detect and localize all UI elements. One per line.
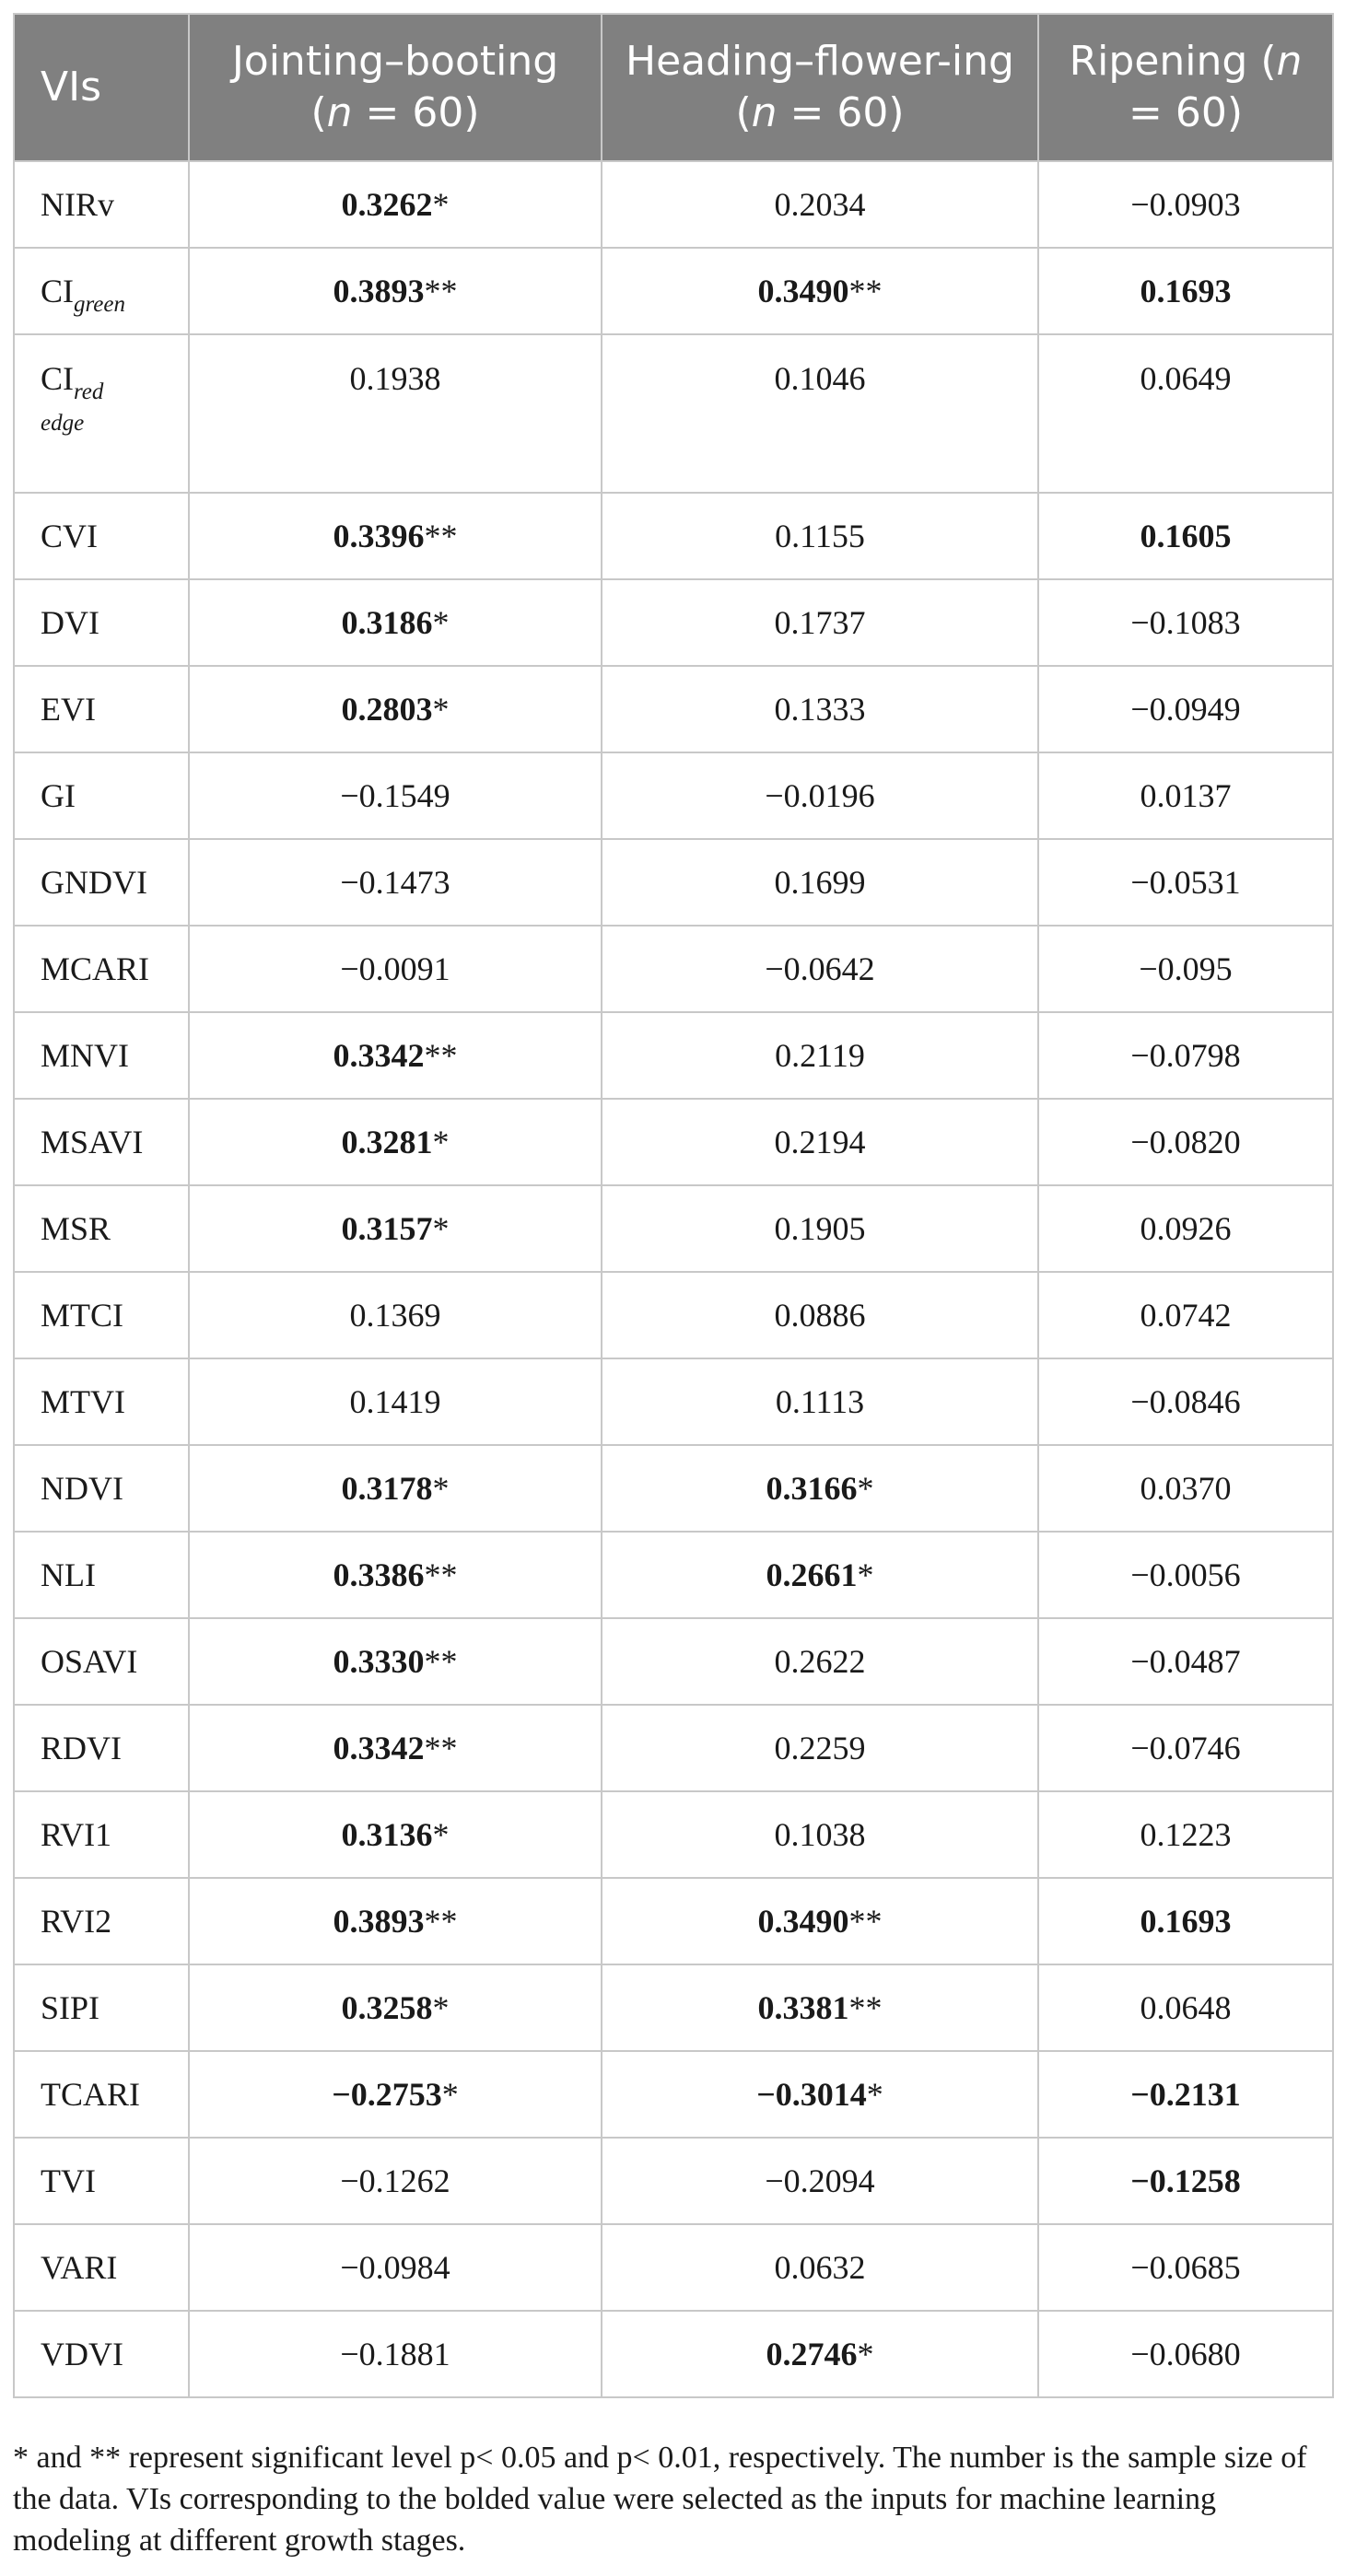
correlation-value: 0.1693 (1140, 273, 1232, 309)
vi-name-cell (14, 666, 189, 752)
vi-name: RVI2 (41, 1903, 112, 1940)
header-jointing-booting: Jointing–booting (n = 60) (189, 14, 602, 161)
vi-name-cell (14, 1791, 189, 1878)
value-cell-c2 (602, 666, 1038, 752)
correlation-value: −0.0680 (1130, 2336, 1241, 2372)
value-cell-c3 (1038, 926, 1333, 1012)
value-cell-c1 (189, 2051, 602, 2138)
significance-marker: * (857, 2336, 874, 2372)
significance-marker: ** (424, 1037, 458, 1074)
significance-marker: ** (424, 518, 458, 554)
correlation-value: 0.0370 (1140, 1470, 1232, 1507)
value-cell-c3 (1038, 161, 1333, 248)
value-cell-c3 (1038, 579, 1333, 666)
table-row (14, 1964, 1333, 2051)
vi-name: CI (41, 360, 74, 397)
value-cell-c1 (189, 926, 602, 1012)
table-row (14, 493, 1333, 579)
correlation-value: −0.0487 (1130, 1643, 1241, 1680)
data-table (13, 13, 1334, 2398)
correlation-value: 0.1938 (349, 360, 441, 397)
value-cell-c2 (602, 1099, 1038, 1185)
vi-name-cell (14, 161, 189, 248)
value-cell-c1 (189, 1272, 602, 1358)
vi-name: TCARI (41, 2076, 140, 2113)
table-row (14, 248, 1333, 334)
significance-marker: * (866, 2076, 883, 2113)
correlation-value: 0.1605 (1140, 518, 1232, 554)
value-cell-c2 (602, 2051, 1038, 2138)
header-ripening: Ripening (n = 60) (1038, 14, 1333, 161)
value-cell-c2 (602, 1185, 1038, 1272)
correlation-value: −0.1258 (1130, 2162, 1241, 2199)
correlation-value: 0.2194 (774, 1124, 866, 1160)
vi-name-cell (14, 752, 189, 839)
value-cell-c2 (602, 1964, 1038, 2051)
vi-name: TVI (41, 2162, 96, 2199)
correlation-value: 0.3186 (341, 604, 433, 641)
correlation-value: 0.3262 (341, 186, 433, 223)
vi-name-cell (14, 2224, 189, 2311)
vi-name-cell (14, 1445, 189, 1532)
value-cell-c1 (189, 2224, 602, 2311)
value-cell-c3 (1038, 1878, 1333, 1964)
correlation-value: 0.2803 (341, 691, 433, 728)
value-cell-c1 (189, 1358, 602, 1445)
value-cell-c2 (602, 839, 1038, 926)
table-row (14, 1878, 1333, 1964)
vi-name: DVI (41, 604, 99, 641)
vi-name: RDVI (41, 1730, 122, 1766)
value-cell-c1 (189, 1445, 602, 1532)
value-cell-c1 (189, 1012, 602, 1099)
correlation-value: 0.1038 (774, 1816, 866, 1853)
value-cell-c1 (189, 2138, 602, 2224)
significance-marker: * (441, 2076, 459, 2113)
value-cell-c3 (1038, 2051, 1333, 2138)
value-cell-c3 (1038, 1532, 1333, 1618)
significance-marker: ** (424, 1903, 458, 1940)
value-cell-c2 (602, 1358, 1038, 1445)
table-row (14, 579, 1333, 666)
correlation-value: −0.0846 (1130, 1383, 1241, 1420)
correlation-value: 0.1155 (775, 518, 865, 554)
vi-name-cell (14, 2138, 189, 2224)
correlation-value: 0.3258 (341, 1989, 433, 2026)
vi-name-cell (14, 1964, 189, 2051)
vi-name: MNVI (41, 1037, 129, 1074)
value-cell-c1 (189, 2311, 602, 2397)
vi-name: CVI (41, 518, 98, 554)
correlation-value: 0.2119 (775, 1037, 865, 1074)
correlation-value: −0.0820 (1130, 1124, 1241, 1160)
significance-marker: * (432, 186, 450, 223)
value-cell-c3 (1038, 666, 1333, 752)
significance-marker: * (432, 1816, 450, 1853)
table-row (14, 2224, 1333, 2311)
value-cell-c1 (189, 248, 602, 334)
correlation-value: 0.3342 (333, 1730, 425, 1766)
correlation-value: −0.1262 (340, 2162, 450, 2199)
correlation-value: 0.0632 (774, 2249, 866, 2286)
correlation-value: −0.1083 (1130, 604, 1241, 641)
correlation-value: 0.0742 (1140, 1297, 1232, 1334)
value-cell-c1 (189, 1185, 602, 1272)
correlation-value: 0.0926 (1140, 1210, 1232, 1247)
correlation-value: 0.1737 (774, 604, 866, 641)
significance-marker: ** (424, 1556, 458, 1593)
correlation-value: 0.3490 (757, 1903, 849, 1940)
value-cell-c2 (602, 1272, 1038, 1358)
value-cell-c1 (189, 161, 602, 248)
correlation-value: 0.1905 (774, 1210, 866, 1247)
value-cell-c3 (1038, 752, 1333, 839)
value-cell-c1 (189, 1791, 602, 1878)
significance-marker: ** (424, 1730, 458, 1766)
value-cell-c1 (189, 1618, 602, 1705)
value-cell-c1 (189, 1705, 602, 1791)
correlation-value: 0.2622 (774, 1643, 866, 1680)
vi-name: CI (41, 273, 74, 309)
vi-name-cell (14, 1532, 189, 1618)
value-cell-c3 (1038, 2311, 1333, 2397)
table-row (14, 334, 1333, 493)
vi-name-cell (14, 1185, 189, 1272)
correlation-value: −0.0642 (765, 950, 875, 987)
value-cell-c1 (189, 579, 602, 666)
value-cell-c2 (602, 1878, 1038, 1964)
correlation-value: −0.0746 (1130, 1730, 1241, 1766)
significance-marker: * (432, 691, 450, 728)
table-row (14, 1099, 1333, 1185)
vi-name-cell (14, 1878, 189, 1964)
table-row (14, 1791, 1333, 1878)
header-vis: VIs (14, 14, 189, 161)
vi-name: MCARI (41, 950, 150, 987)
value-cell-c1 (189, 493, 602, 579)
value-cell-c2 (602, 2224, 1038, 2311)
vi-name-cell (14, 334, 189, 493)
correlation-value: 0.3330 (333, 1643, 425, 1680)
correlation-value: 0.3386 (333, 1556, 425, 1593)
correlation-value: 0.1419 (349, 1383, 441, 1420)
significance-marker: * (857, 1470, 874, 1507)
significance-marker: ** (848, 1903, 883, 1940)
significance-marker: ** (424, 273, 458, 309)
table-row (14, 1618, 1333, 1705)
correlation-value: 0.1693 (1140, 1903, 1232, 1940)
table-body (14, 161, 1333, 2397)
vi-name: NLI (41, 1556, 96, 1593)
value-cell-c2 (602, 248, 1038, 334)
value-cell-c2 (602, 1791, 1038, 1878)
correlation-value: 0.1113 (775, 1383, 865, 1420)
value-cell-c3 (1038, 1185, 1333, 1272)
table-row (14, 1185, 1333, 1272)
vi-name-cell (14, 2051, 189, 2138)
correlation-value: −0.1881 (340, 2336, 450, 2372)
vi-name-cell (14, 1272, 189, 1358)
vi-name-cell (14, 1705, 189, 1791)
correlation-value: 0.3381 (757, 1989, 849, 2026)
correlation-value: −0.2094 (765, 2162, 875, 2199)
vi-name-cell (14, 1012, 189, 1099)
value-cell-c3 (1038, 839, 1333, 926)
correlation-value: 0.3166 (766, 1470, 858, 1507)
significance-marker: * (432, 604, 450, 641)
significance-marker: * (432, 1989, 450, 2026)
correlation-value: 0.3157 (341, 1210, 433, 1247)
vi-name: VDVI (41, 2336, 123, 2372)
value-cell-c3 (1038, 493, 1333, 579)
vi-name: VARI (41, 2249, 118, 2286)
table-row (14, 752, 1333, 839)
correlation-value: 0.3178 (341, 1470, 433, 1507)
significance-marker: * (857, 1556, 874, 1593)
significance-marker: ** (848, 273, 883, 309)
significance-marker: * (432, 1470, 450, 1507)
value-cell-c3 (1038, 2138, 1333, 2224)
correlation-value: −0.0949 (1130, 691, 1241, 728)
value-cell-c3 (1038, 2224, 1333, 2311)
correlation-value: −0.0984 (340, 2249, 450, 2286)
vi-subscript: red (74, 379, 104, 404)
correlation-value: 0.3490 (757, 273, 849, 309)
vi-name: MTVI (41, 1383, 125, 1420)
vi-name-cell (14, 839, 189, 926)
correlation-value: 0.3342 (333, 1037, 425, 1074)
header-heading-flowering: Heading–flower-ing (n = 60) (602, 14, 1038, 161)
value-cell-c3 (1038, 1358, 1333, 1445)
vi-correlation-table (13, 13, 1332, 2398)
vi-name: EVI (41, 691, 96, 728)
correlation-value: −0.2753 (332, 2076, 442, 2113)
vi-name-cell (14, 493, 189, 579)
correlation-value: 0.2746 (766, 2336, 858, 2372)
value-cell-c3 (1038, 1964, 1333, 2051)
correlation-value: −0.095 (1139, 950, 1233, 987)
vi-subscript-line2: edge (41, 411, 85, 436)
correlation-value: −0.2131 (1130, 2076, 1241, 2113)
correlation-value: −0.0056 (1130, 1556, 1241, 1593)
value-cell-c2 (602, 1618, 1038, 1705)
vi-name-cell (14, 926, 189, 1012)
table-row (14, 926, 1333, 1012)
value-cell-c3 (1038, 1791, 1333, 1878)
correlation-value: 0.3396 (333, 518, 425, 554)
vi-name-cell (14, 1618, 189, 1705)
value-cell-c2 (602, 1705, 1038, 1791)
correlation-value: 0.1333 (774, 691, 866, 728)
correlation-value: 0.0137 (1140, 777, 1232, 814)
correlation-value: −0.0685 (1130, 2249, 1241, 2286)
correlation-value: 0.2661 (766, 1556, 858, 1593)
value-cell-c1 (189, 1878, 602, 1964)
vi-name: GI (41, 777, 76, 814)
value-cell-c2 (602, 1532, 1038, 1618)
value-cell-c1 (189, 666, 602, 752)
table-row (14, 2138, 1333, 2224)
correlation-value: 0.2259 (774, 1730, 866, 1766)
correlation-value: 0.3893 (333, 273, 425, 309)
value-cell-c3 (1038, 1705, 1333, 1791)
table-row (14, 1705, 1333, 1791)
table-row (14, 1012, 1333, 1099)
correlation-value: 0.1223 (1140, 1816, 1232, 1853)
correlation-value: −0.0798 (1130, 1037, 1241, 1074)
significance-marker: ** (424, 1643, 458, 1680)
correlation-value: −0.1549 (340, 777, 450, 814)
correlation-value: −0.0531 (1130, 864, 1241, 901)
correlation-value: −0.0903 (1130, 186, 1241, 223)
vi-name: MSAVI (41, 1124, 144, 1160)
value-cell-c3 (1038, 1272, 1333, 1358)
value-cell-c3 (1038, 1099, 1333, 1185)
value-cell-c3 (1038, 334, 1333, 493)
value-cell-c2 (602, 579, 1038, 666)
value-cell-c3 (1038, 1618, 1333, 1705)
value-cell-c2 (602, 2311, 1038, 2397)
value-cell-c1 (189, 1964, 602, 2051)
vi-name-cell (14, 579, 189, 666)
value-cell-c2 (602, 493, 1038, 579)
value-cell-c1 (189, 1532, 602, 1618)
vi-name: SIPI (41, 1989, 100, 2026)
correlation-value: 0.1699 (774, 864, 866, 901)
vi-name: GNDVI (41, 864, 147, 901)
value-cell-c2 (602, 2138, 1038, 2224)
table-footnote: * and ** represent significant level p< 0.05 and p< 0.01, respectively. The number is the sample size of the data. VIs corresponding to the bolded value were selected as the inputs for machine learning modeling at different growth stages. (13, 2441, 1307, 2558)
vi-name: MSR (41, 1210, 111, 1247)
correlation-value: 0.1369 (349, 1297, 441, 1334)
table-row (14, 2051, 1333, 2138)
correlation-value: 0.0648 (1140, 1989, 1232, 2026)
vi-name-cell (14, 248, 189, 334)
significance-marker: * (432, 1210, 450, 1247)
header-row (14, 14, 1333, 161)
vi-subscript: green (74, 292, 125, 317)
value-cell-c3 (1038, 1012, 1333, 1099)
correlation-value: −0.1473 (340, 864, 450, 901)
vi-name: NDVI (41, 1470, 123, 1507)
vi-name: RVI1 (41, 1816, 112, 1853)
vi-name-cell (14, 1358, 189, 1445)
vi-name: MTCI (41, 1297, 123, 1334)
vi-name-cell (14, 2311, 189, 2397)
table-row (14, 161, 1333, 248)
vi-name-cell (14, 1099, 189, 1185)
correlation-value: −0.0091 (340, 950, 450, 987)
table-row (14, 1358, 1333, 1445)
value-cell-c2 (602, 752, 1038, 839)
value-cell-c2 (602, 334, 1038, 493)
correlation-value: 0.0649 (1140, 360, 1232, 397)
table-row (14, 1445, 1333, 1532)
table-row (14, 1272, 1333, 1358)
value-cell-c1 (189, 334, 602, 493)
correlation-value: −0.3014 (756, 2076, 867, 2113)
value-cell-c3 (1038, 1445, 1333, 1532)
vi-name: OSAVI (41, 1643, 138, 1680)
significance-marker: * (432, 1124, 450, 1160)
table-row (14, 666, 1333, 752)
value-cell-c2 (602, 1012, 1038, 1099)
value-cell-c1 (189, 1099, 602, 1185)
value-cell-c2 (602, 926, 1038, 1012)
correlation-value: 0.0886 (774, 1297, 866, 1334)
value-cell-c2 (602, 161, 1038, 248)
correlation-value: −0.0196 (765, 777, 875, 814)
value-cell-c3 (1038, 248, 1333, 334)
value-cell-c1 (189, 839, 602, 926)
value-cell-c1 (189, 752, 602, 839)
table-row (14, 1532, 1333, 1618)
correlation-value: 0.1046 (774, 360, 866, 397)
vi-name: NIRv (41, 186, 114, 223)
table-row (14, 2311, 1333, 2397)
significance-marker: ** (848, 1989, 883, 2026)
value-cell-c2 (602, 1445, 1038, 1532)
correlation-value: 0.3893 (333, 1903, 425, 1940)
correlation-value: 0.2034 (774, 186, 866, 223)
table-row (14, 839, 1333, 926)
correlation-value: 0.3136 (341, 1816, 433, 1853)
correlation-value: 0.3281 (341, 1124, 433, 1160)
